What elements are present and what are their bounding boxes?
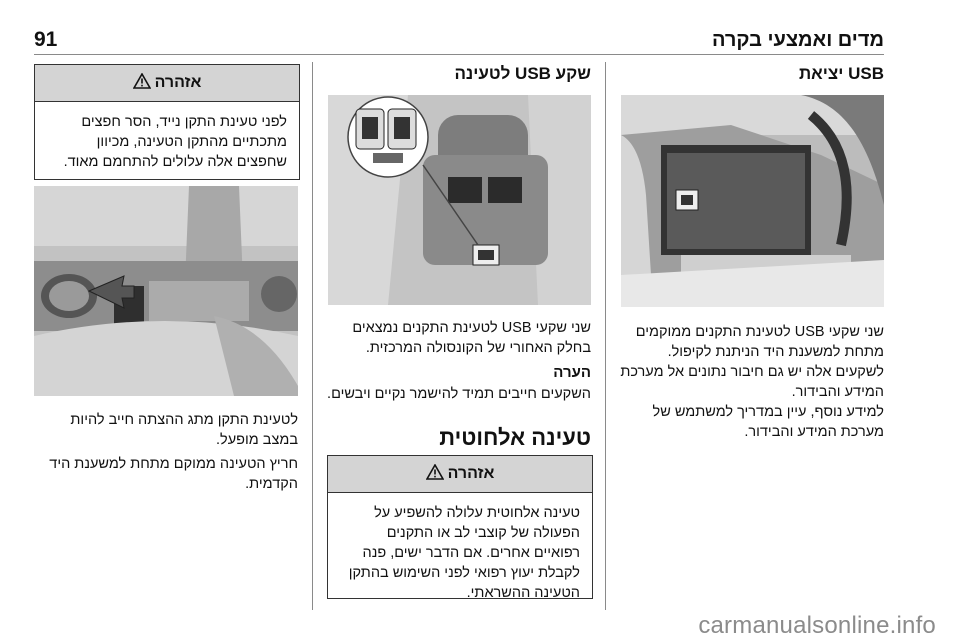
usb-port-heading: USB יציאת [798, 64, 884, 83]
note-text: השקעים חייבים תמיד להישמר נקיים ויבשים. [327, 386, 591, 402]
warning-triangle-icon [426, 464, 444, 485]
wireless-charging-warning-box [327, 455, 593, 599]
warning-header [328, 456, 592, 493]
rear-usb-description: שני שקעי USB לטעינת התקנים נמצאים בחלק האחורי של הקונסולה המרכזית. [352, 320, 591, 356]
running-title: מדים ואמצעי בקרה [711, 28, 884, 51]
note-title: הערה [553, 364, 591, 381]
column-divider-left [312, 62, 313, 610]
rear-usb-photo [328, 95, 591, 305]
page-number: 91 [34, 28, 58, 51]
watermark: carmanualsonline.info [698, 612, 936, 639]
usb-port-photo [621, 95, 884, 307]
wireless-charging-slot-photo [34, 186, 298, 396]
usb-port-description: שני שקעי USB לטעינת התקנים ממוקמים מתחת למשענת היד הניתנת לקיפול. לשקעים אלה יש גם חיבור נתונים אל מערכת המידע והבידור. [620, 324, 884, 400]
warning-text: טעינה אלחוטית עלולה להשפיע על הפעולה של קוצבי לב או התקנים רפואיים אחרים. אם הדבר ישים, פנה לקבלת יעוץ רפואי לפני השימוש בהתקן הטעינה ההשראתי. [348, 505, 580, 601]
usb-charging-heading: שקע USB לטעינה [454, 64, 591, 83]
warning-text: לפני טעינת התקן נייד, הסר חפצים מתכתיים מהתקן הטעינה, מכיוון שחפצים אלה עלולים להתחמם מאוד. [63, 114, 287, 170]
warning-header [35, 65, 299, 102]
column-divider-right [605, 62, 606, 610]
warning-title: אזהרה [154, 74, 202, 91]
page-header [34, 26, 884, 55]
charging-slot-location-text: חריץ הטעינה ממוקם מתחת למשענת היד הקדמית. [49, 456, 298, 492]
usb-port-more-info: למידע נוסף, עיין במדריך למשתמש של מערכת המידע והבידור. [652, 404, 884, 440]
ignition-requirement-text: לטעינת התקן מתג ההצתה חייב להיות במצב מופעל. [70, 412, 298, 448]
charging-warning-box [34, 64, 300, 180]
wireless-charging-heading: טעינה אלחוטית [439, 425, 591, 450]
warning-title: אזהרה [447, 465, 495, 482]
warning-triangle-icon [133, 73, 151, 94]
